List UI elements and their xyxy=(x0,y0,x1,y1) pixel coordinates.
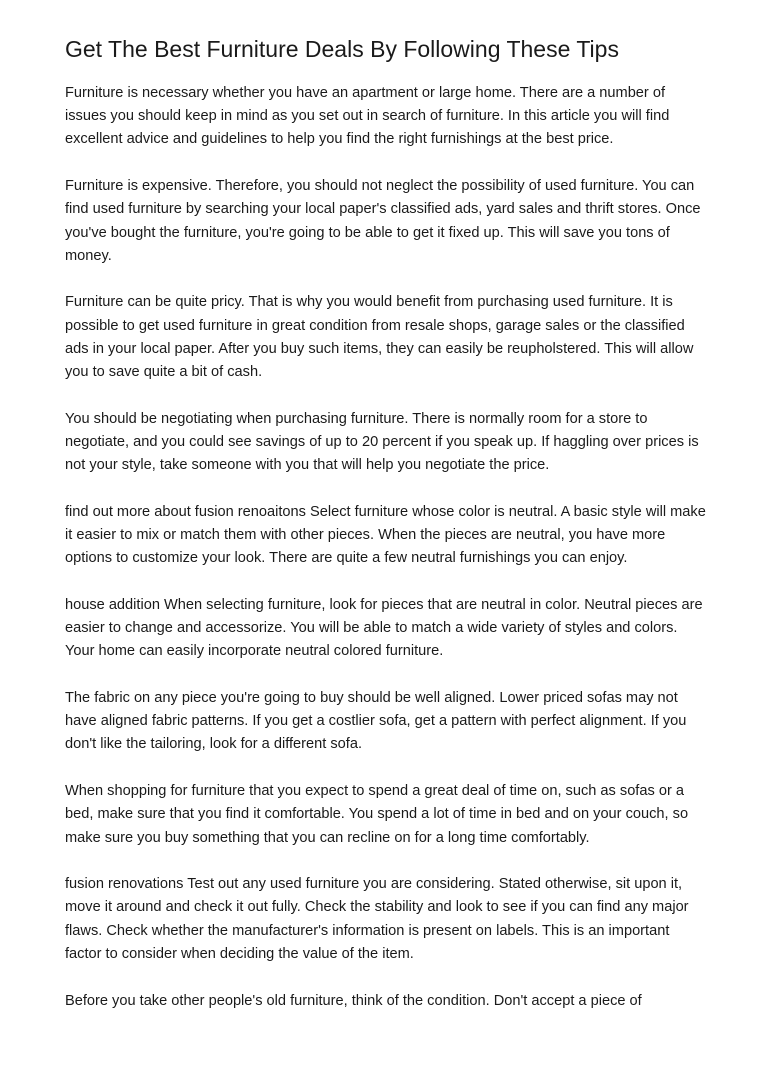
paragraph-9: fusion renovations Test out any used furniture you are considering. Stated otherwise, sit upon it, move it around and check it out fully. Check the stability and look to see if you can find any major flaws. Check whether the manufacturer's information is present on labels. This is an important factor to consider when deciding the value of the item. xyxy=(65,876,689,962)
paragraph-1: Furniture is necessary whether you have an apartment or large home. There are a number of issues you should keep in mind as you set out in search of furniture. In this article you will find excellent advice and guidelines to help you find the right furnishings at the best price. xyxy=(65,85,670,148)
paragraph-4: You should be negotiating when purchasing furniture. There is normally room for a store to negotiate, and you could see savings of up to 20 percent if you speak up. If haggling over prices is not your style, take someone with you that will help you negotiate the price. xyxy=(65,410,699,474)
paragraph-3: Furniture can be quite pricy. That is why you would benefit from purchasing used furniture. It is possible to get used furniture in great condition from resale shops, garage sales or the classified ads in your local paper. After you buy such items, they can easily be reupholstered. This will allow you to save quite a bit of cash. xyxy=(65,294,694,381)
paragraph-2: Furniture is expensive. Therefore, you should not neglect the possibility of used furniture. You can find used furniture by searching your local paper's classified ads, yard sales and thrift stores. Once you've bought the furniture, you're going to be able to get it fixed up. This will save you tons of money. xyxy=(65,178,701,264)
page-title: Get The Best Furniture Deals By Following These Tips xyxy=(65,36,619,62)
paragraph-8: When shopping for furniture that you expect to spend a great deal of time on, such as sofas or a bed, make sure that you find it comfortable. You spend a lot of time in bed and on your couch, so make sure you buy something that you can recline on for a long time comfortably. xyxy=(65,783,689,846)
paragraph-6: house addition When selecting furniture, look for pieces that are neutral in color. Neutral pieces are easier to change and accessorize. You will be able to match a wide variety of styles and colors. Your home can easily incorporate neutral colored furniture. xyxy=(65,596,703,660)
paragraph-7: The fabric on any piece you're going to buy should be well aligned. Lower priced sofas may not have aligned fabric patterns. If you get a costlier sofa, get a pattern with perfect alignment. If you don't like the tailoring, look for a different sofa. xyxy=(65,690,687,753)
paragraph-5: find out more about fusion renoaitons Select furniture whose color is neutral. A basic style will make it easier to mix or match them with other pieces. When the pieces are neutral, you have more options to customize your look. There are quite a few neutral furnishings you can enjoy. xyxy=(65,503,706,567)
paragraph-10: Before you take other people's old furniture, think of the condition. Don't accept a piece of xyxy=(65,992,642,1009)
